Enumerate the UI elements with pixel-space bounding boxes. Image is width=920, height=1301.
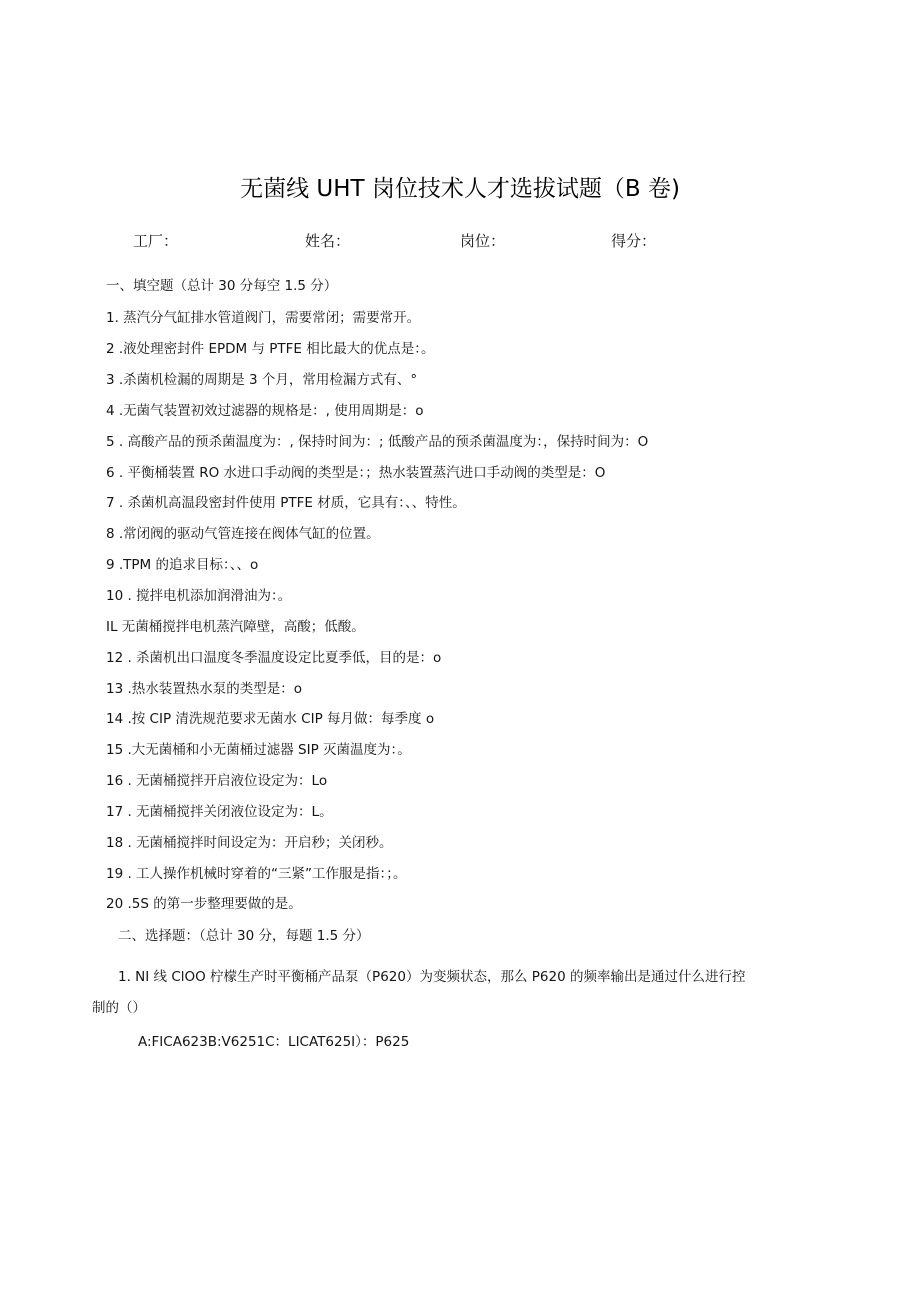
- factory-label: 工厂：: [133, 232, 179, 250]
- question-16: 16 . 无菌桶搅拌开启液位设定为：Lo: [106, 773, 328, 789]
- page-title: 无菌线 UHT 岗位技术人才选拔试题（B 卷): [240, 176, 680, 202]
- question-11: IL 无菌桶搅拌电机蒸汽障壁，高酸；低酸。: [106, 619, 365, 635]
- question-15: 15 .大无菌桶和小无菌桶过滤器 SIP 灭菌温度为：。: [106, 742, 411, 758]
- question-1: 1. 蒸汽分气缸排水管道阀门，需要常闭；需要常开。: [106, 310, 421, 326]
- score-label: 得分：: [611, 232, 657, 250]
- question-20: 20 .5S 的第一步整理要做的是。: [106, 896, 302, 912]
- question-17: 17 . 无菌桶搅拌关闭液位设定为：L。: [106, 804, 333, 820]
- question-4: 4 .无菌气装置初效过滤器的规格是：, 使用周期是：o: [106, 403, 424, 419]
- choice-question-1-options: A:FICA623B:V6251C：LICAT625I）：P625: [138, 1034, 410, 1050]
- question-14: 14 .按 CIP 清洗规范要求无菌水 CIP 每月做：每季度 o: [106, 711, 435, 727]
- question-13: 13 .热水装置热水泵的类型是：o: [106, 681, 303, 697]
- question-8: 8 .常闭阀的驱动气管连接在阀体气缸的位置。: [106, 526, 380, 542]
- question-2: 2 .液处理密封件 EPDM 与 PTFE 相比最大的优点是：。: [106, 341, 435, 357]
- name-label: 姓名：: [305, 232, 351, 250]
- question-12: 12 . 杀菌机出口温度冬季温度设定比夏季低，目的是：o: [106, 650, 442, 666]
- question-9: 9 .TPM 的追求目标：、、o: [106, 557, 259, 573]
- section2-heading: 二、选择题：（总计 30 分，每题 1.5 分）: [118, 928, 370, 944]
- choice-question-1-line2: 制的（）: [92, 1000, 146, 1016]
- section1-heading: 一、填空题（总计 30 分每空 1.5 分）: [106, 278, 338, 294]
- question-3: 3 .杀菌机检漏的周期是 3 个月，常用检漏方式有、°: [106, 372, 418, 388]
- question-5: 5 . 高酸产品的预杀菌温度为：, 保持时间为：; 低酸产品的预杀菌温度为：，保持时间为：O: [106, 434, 649, 450]
- choice-question-1-line1: 1. NI 线 ClOO 柠檬生产时平衡桶产品泵（P620）为变频状态，那么 P620 的频率输出是通过什么进行控: [118, 969, 746, 985]
- question-19: 19 . 工人操作机械时穿着的“三紧”工作服是指：；。: [106, 866, 407, 882]
- question-7: 7 . 杀菌机高温段密封件使用 PTFE 材质，它具有：、、特性。: [106, 495, 466, 511]
- question-10: 10 . 搅拌电机添加润滑油为：。: [106, 588, 292, 604]
- post-label: 岗位：: [460, 232, 506, 250]
- question-18: 18 . 无菌桶搅拌时间设定为：开启秒；关闭秒。: [106, 835, 393, 851]
- question-6: 6 . 平衡桶装置 RO 水进口手动阀的类型是：；热水装置蒸汽进口手动阀的类型是：O: [106, 465, 606, 481]
